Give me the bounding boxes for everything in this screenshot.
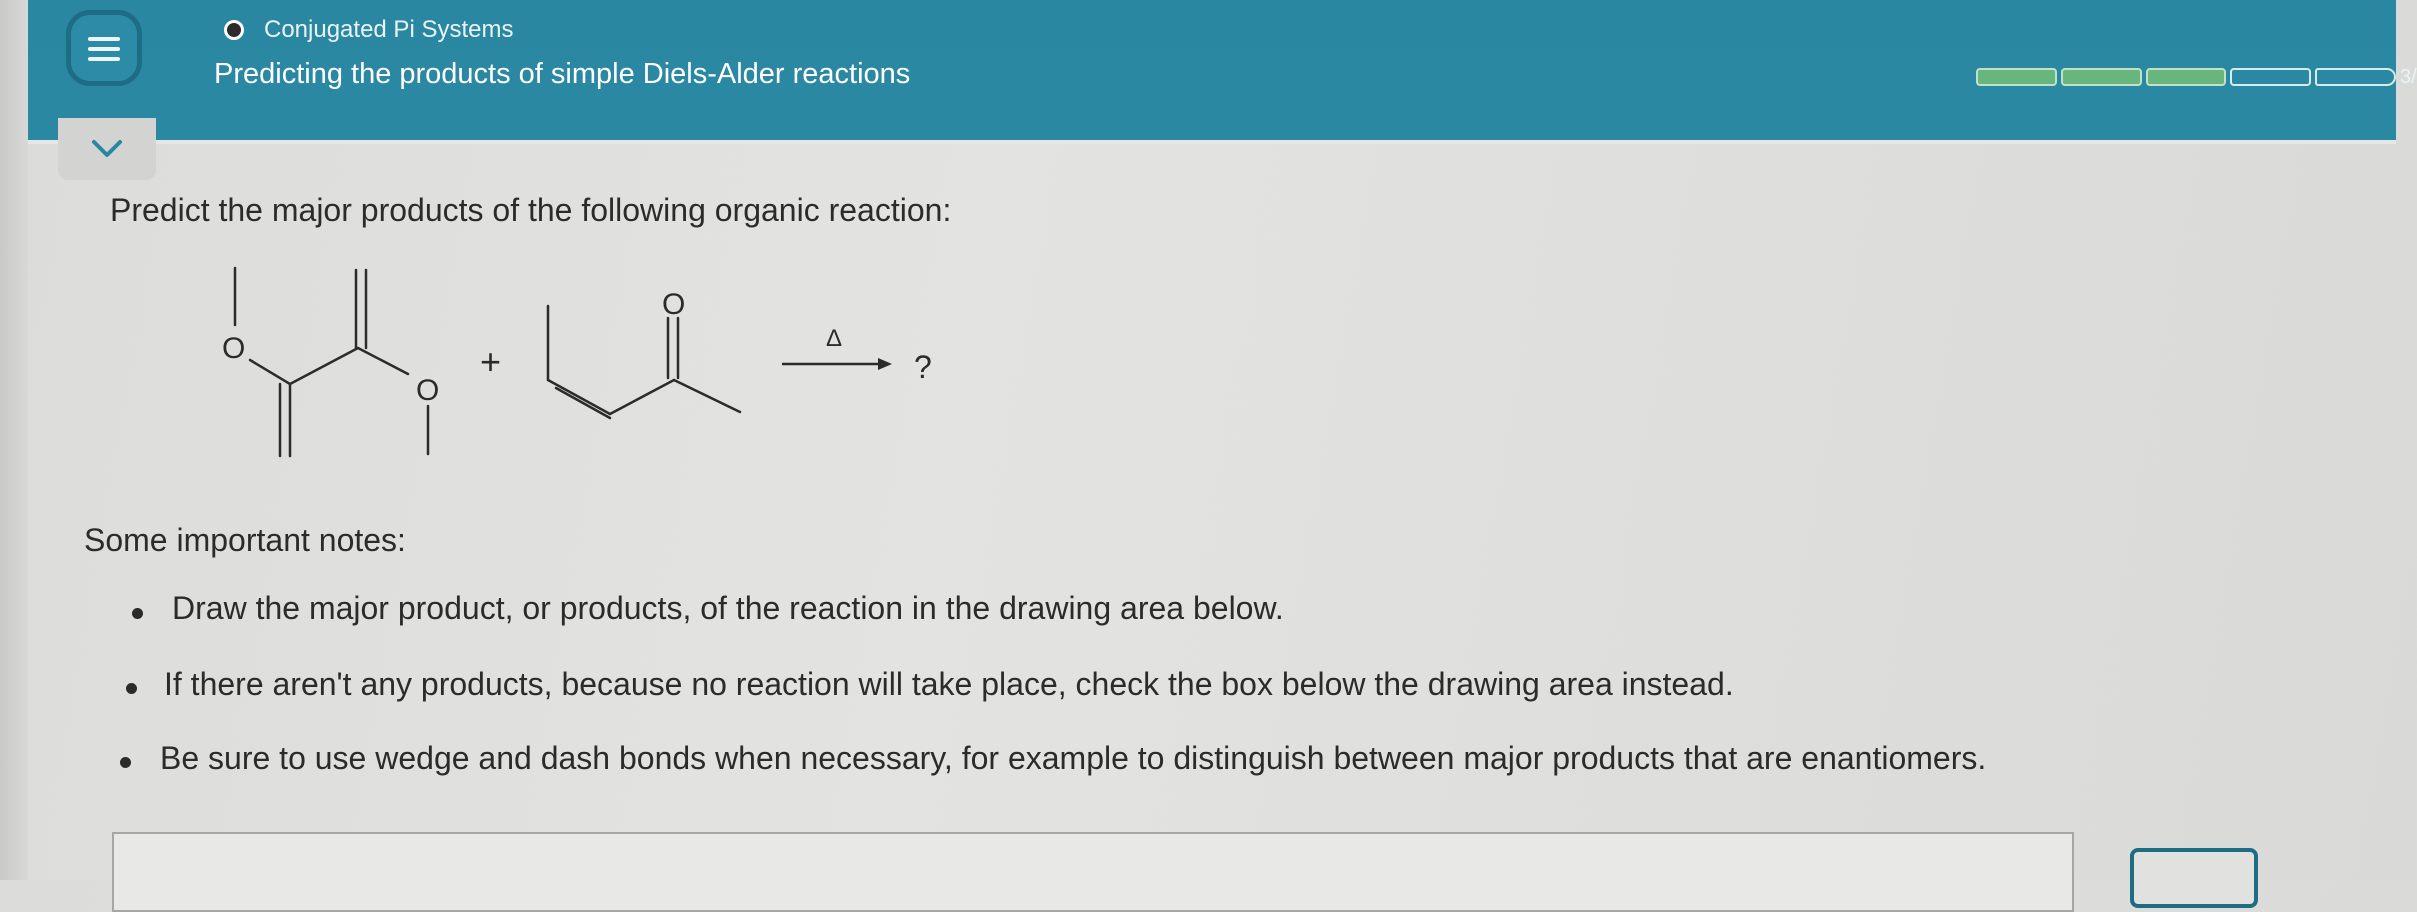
menu-button[interactable] <box>66 10 142 86</box>
progress-segment <box>1976 68 2057 86</box>
hamburger-menu-icon-line <box>88 47 120 51</box>
oxygen-label: O <box>416 374 440 407</box>
product-placeholder: ? <box>914 349 932 385</box>
left-edge <box>0 0 28 880</box>
hamburger-menu-icon-line <box>88 57 120 61</box>
note-item: Be sure to use wedge and dash bonds when necessary, for example to distinguish between major products that are enantiomers. <box>160 740 1987 776</box>
oxygen-label: O <box>662 288 686 321</box>
bullet-icon <box>126 683 137 694</box>
drawing-area[interactable] <box>112 832 2074 912</box>
topic-status-icon <box>224 20 244 40</box>
header-bar <box>28 0 2417 140</box>
heat-symbol: Δ <box>826 325 843 352</box>
plus-sign: + <box>480 341 502 382</box>
reaction-arrow <box>782 358 892 370</box>
note-item: Draw the major product, or products, of the reaction in the drawing area below. <box>172 590 1284 626</box>
progress-segment <box>2146 68 2227 86</box>
progress-segment <box>2315 68 2396 86</box>
bullet-icon <box>120 757 131 768</box>
reaction-scheme <box>200 250 960 470</box>
diene-structure <box>235 268 428 456</box>
question-prompt: Predict the major products of the following organic reaction: <box>110 192 952 228</box>
progress-segment <box>2230 68 2311 86</box>
chevron-down-icon <box>90 136 124 160</box>
page-title: Predicting the products of simple Diels-Alder reactions <box>214 58 911 90</box>
progress-label: 3/ <box>2400 66 2417 88</box>
oxygen-label: O <box>222 332 246 365</box>
notes-heading: Some important notes: <box>84 522 406 558</box>
progress-segment <box>2061 68 2142 86</box>
hamburger-menu-icon <box>88 37 120 41</box>
bullet-icon <box>132 608 143 619</box>
collapse-button[interactable] <box>58 118 156 180</box>
drawing-tool-button[interactable] <box>2130 848 2258 908</box>
dienophile-structure <box>548 306 740 418</box>
topic-label: Conjugated Pi Systems <box>264 16 514 43</box>
progress-bar <box>1976 68 2396 90</box>
note-item: If there aren't any products, because no reaction will take place, check the box below the drawing area instead. <box>164 666 1734 702</box>
